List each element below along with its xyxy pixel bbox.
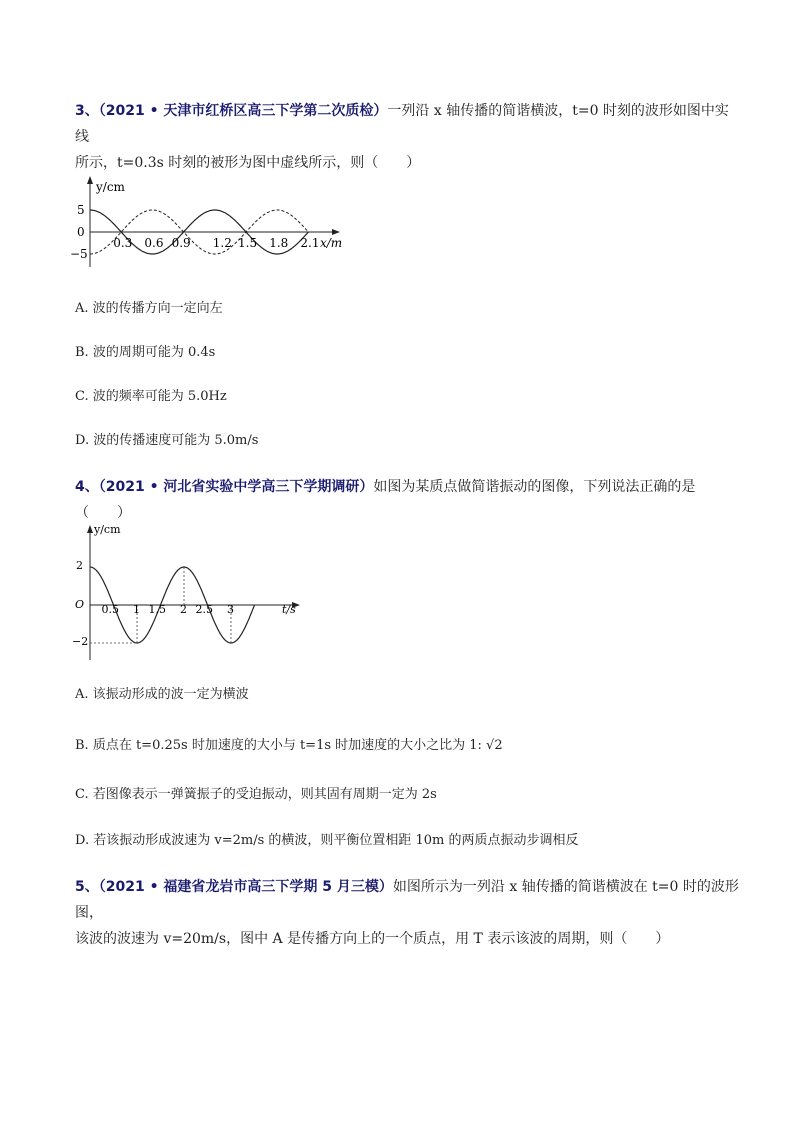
- option-b: B. 质点在 t=0.25s 时加速度的大小与 t=1s 时加速度的大小之比为 1: √2: [75, 738, 503, 753]
- option-c: C. 波的频率可能为 5.0Hz: [75, 389, 227, 404]
- option-a: A. 波的传播方向一定向左: [75, 301, 223, 316]
- x-tick-label: 1.2: [212, 236, 232, 250]
- x-axis-label: x/m: [320, 236, 343, 250]
- option-d: D. 若该振动形成波速为 v=2m/s 的横波，则平衡位置相距 10m 的两质点振动步调相反: [75, 833, 579, 848]
- option-c: C. 若图像表示一弹簧振子的受迫振动，则其固有周期一定为 2s: [75, 787, 437, 802]
- question-3-stem: [75, 98, 735, 176]
- x-tick-label: 2.5: [195, 603, 213, 616]
- wave-figure-q3: [70, 172, 360, 272]
- y-tick-label: 2: [76, 559, 83, 572]
- question-text-line2: 该波的波速为 v=20m/s，图中 A 是传播方向上的一个质点，用 T 表示该波的周期，则（ ）: [75, 931, 670, 947]
- question-4-stem: [75, 474, 735, 526]
- x-axis-label: t/s: [282, 603, 296, 616]
- x-tick-label: 0.3: [113, 236, 133, 250]
- y-axis-arrow: [87, 176, 93, 184]
- y-tick-label: 0: [77, 225, 85, 239]
- y-tick-label: −2: [72, 635, 89, 648]
- x-tick-label: 0.9: [171, 236, 191, 250]
- x-tick-label: 2.1: [300, 236, 320, 250]
- question-text-line1: 如图所示为一列沿 x 轴传播的简谐横波在 t=0 时的波形图，: [75, 879, 739, 921]
- x-tick-label: 3: [227, 603, 234, 616]
- x-tick-label: 1: [133, 603, 140, 616]
- question-number: 5、: [75, 879, 99, 895]
- origin-label: O: [75, 598, 85, 611]
- question-text-line1: 一列沿 x 轴传播的简谐横波，t=0 时刻的波形如图中实线: [75, 103, 729, 145]
- x-tick-label: 1.8: [269, 236, 289, 250]
- y-tick-label: 5: [77, 203, 85, 217]
- question-source: （2021 • 福建省龙岩市高三下学期 5 月三模）: [98, 879, 393, 895]
- question-source: （2021 • 河北省实验中学高三下学期调研）: [98, 479, 374, 495]
- option-d: D. 波的传播速度可能为 5.0m/s: [75, 433, 259, 448]
- question-5-stem: [75, 874, 745, 952]
- x-tick-label: 1.5: [148, 603, 166, 616]
- question-text-line2: 所示，t=0.3s 时刻的被形为图中虚线所示，则（ ）: [75, 155, 421, 171]
- oscillation-figure-q4: [70, 520, 310, 665]
- x-tick-label: 0.6: [144, 236, 164, 250]
- option-a: A. 该振动形成的波一定为横波: [75, 687, 249, 702]
- question-source: （2021 • 天津市红桥区高三下学第二次质检）: [98, 103, 388, 119]
- option-b: B. 波的周期可能为 0.4s: [75, 345, 216, 360]
- question-number: 3、: [75, 103, 99, 119]
- x-tick-label: 2: [180, 603, 187, 616]
- question-number: 4、: [75, 479, 99, 495]
- y-tick-label: −5: [70, 247, 88, 261]
- question-text-line1: 如图为某质点做简谐振动的图像，下列说法正确的是（ ）: [75, 479, 696, 521]
- y-axis-label: y/cm: [96, 180, 125, 194]
- x-axis-arrow: [332, 229, 340, 235]
- y-axis-arrow: [87, 525, 93, 533]
- x-tick-label: 0.5: [101, 603, 119, 616]
- y-axis-label: y/cm: [94, 523, 121, 536]
- x-tick-label: 1.5: [238, 236, 258, 250]
